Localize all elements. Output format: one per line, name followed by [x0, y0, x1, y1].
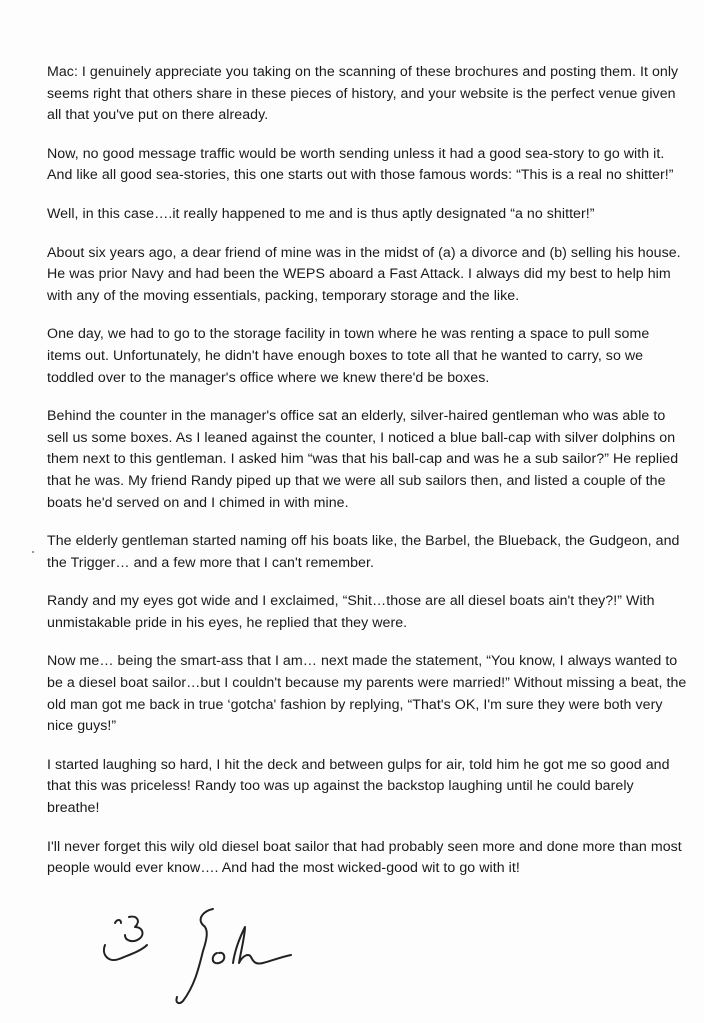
handwritten-signature-icon — [95, 905, 315, 1015]
paragraph-no-shitter: Well, in this case….it really happened to me and is thus aptly designated “a no shitter!” — [47, 205, 595, 222]
paragraph-diesel-boats: Randy and my eyes got wide and I exclaimed, “Shit…those are all diesel boats ain't they?!” With unmistakable pride in his eyes, he replied that they were. — [47, 593, 655, 631]
paragraph-joke: Now me… being the smart-ass that I am… next made the statement, “You know, I always wanted to be a diesel boat sailor…but I couldn't because my parents were married!” Without missing a beat, the old man got me back in true ‘gotcha' fashion by replying, “That's OK, I'm sure they were both very nice guys!” — [47, 653, 687, 735]
paragraph-greeting: Mac: I genuinely appreciate you taking on the scanning of these brochures and posting them. It only seems right that others share in these pieces of history, and your website is the perfect venue given all that you've put on there already. — [47, 64, 679, 124]
scan-speck — [32, 551, 34, 553]
paragraph-gentleman: Behind the counter in the manager's office sat an elderly, silver-haired gentleman who was able to sell us some boxes. As I leaned against the counter, I noticed a blue ball-cap with silver dolphins on them next to this gentleman. I asked him “was that his ball-cap and was he a sub sailor?” He replied that he was. My friend Randy piped up that we were all sub sailors then, and listed a couple of the boats he'd served on and I chimed in with mine. — [47, 408, 679, 511]
paragraph-friend-background: About six years ago, a dear friend of mine was in the midst of (a) a divorce and (b) selling his house. He was prior Navy and had been the WEPS aboard a Fast Attack. I always did my best to help him with any of the moving essentials, packing, temporary storage and the like. — [47, 244, 681, 304]
letter-body — [47, 62, 687, 897]
paragraph-closing: I'll never forget this wily old diesel boat sailor that had probably seen more and done more than most people would ever know…. And had the most wicked-good wit to go with it! — [47, 838, 682, 877]
paragraph-laughing: I started laughing so hard, I hit the deck and between gulps for air, told him he got me so good and that this was priceless! Randy too was up against the backstop laughing until he could barely breathe! — [47, 756, 670, 817]
paragraph-boats: The elderly gentleman started naming off his boats like, the Barbel, the Blueback, the Gudgeon, and the Trigger… and a few more that I can't remember. — [47, 533, 680, 571]
paragraph-sea-story-intro: Now, no good message traffic would be worth sending unless it had a good sea-story to go with it. And like all good sea-stories, this one starts out with those famous words: “This is a real no shitter!” — [47, 145, 674, 184]
paragraph-storage-facility: One day, we had to go to the storage facility in town where he was renting a space to pull some items out. Unfortunately, he didn't have enough boxes to tote all that he wanted to carry, so we toddled over to the manager's office where we knew there'd be boxes. — [47, 326, 650, 386]
